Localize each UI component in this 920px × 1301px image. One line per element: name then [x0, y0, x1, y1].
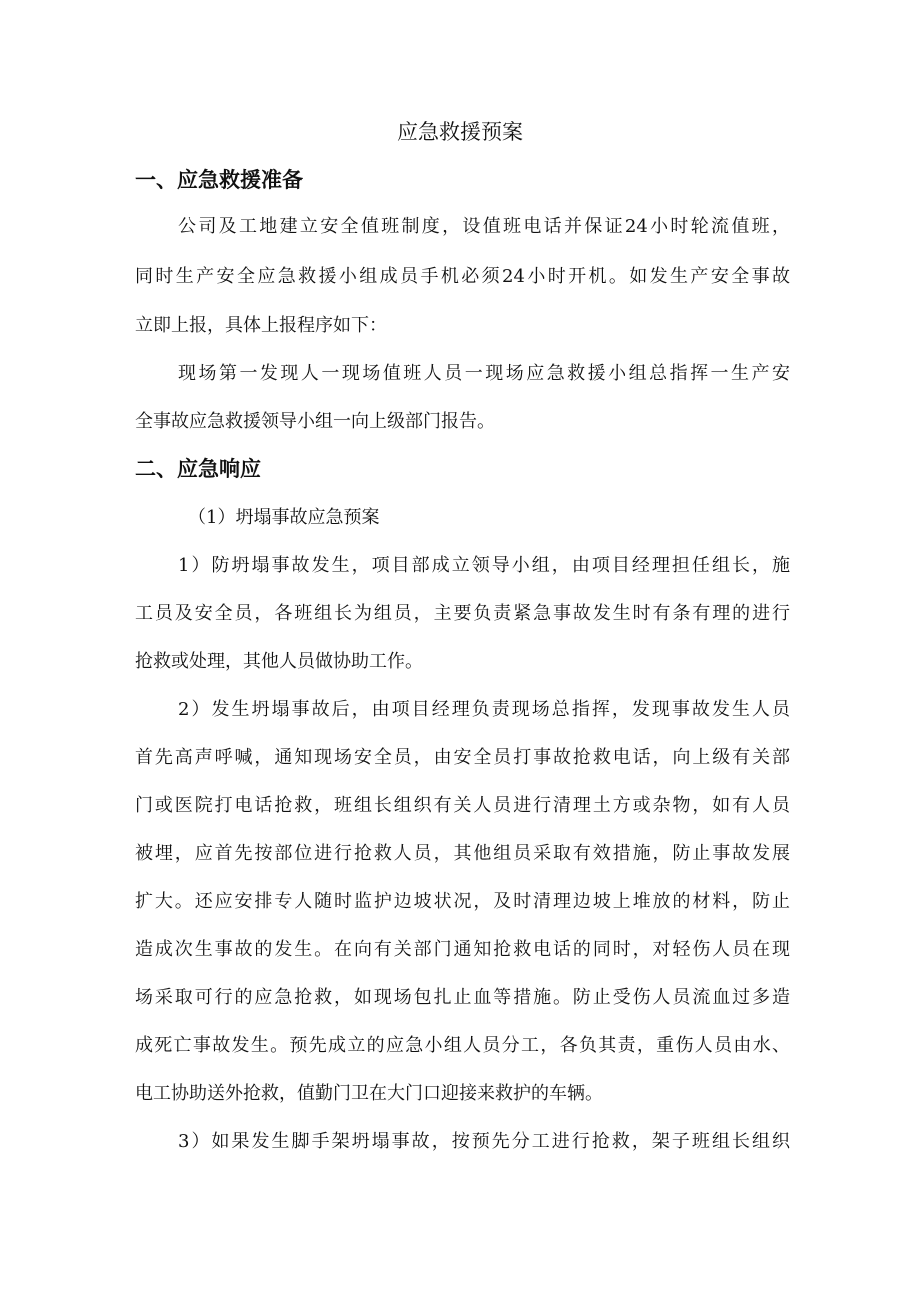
paragraph-line: 立即上报，具体上报程序如下： — [135, 315, 387, 336]
paragraph-line: 成死亡事故发生。预先成立的应急小组人员分工，各负其责，重伤人员由水、 — [135, 1035, 790, 1056]
document-title: 应急救援预案 — [397, 120, 523, 144]
paragraph-line: 同时生产安全应急救援小组成员手机必须24小时开机。如发生产安全事故 — [135, 266, 790, 287]
paragraph-line: 2）发生坍塌事故后，由项目经理负责现场总指挥，发现事故发生人员 — [178, 699, 790, 720]
paragraph-line: 场采取可行的应急抢救，如现场包扎止血等措施。防止受伤人员流血过多造 — [135, 987, 790, 1008]
paragraph-line: 工员及安全员，各班组长为组员，主要负责紧急事故发生时有条有理的进行 — [135, 603, 790, 624]
paragraph-line: 公司及工地建立安全值班制度，设值班电话并保证24小时轮流值班， — [178, 216, 790, 237]
paragraph-line: 首先高声呼喊，通知现场安全员，由安全员打事故抢救电话，向上级有关部 — [135, 747, 790, 768]
paragraph-line: 现场第一发现人一现场值班人员一现场应急救援小组总指挥一生产安 — [178, 363, 790, 384]
subheading-collapse-plan: （1）坍塌事故应急预案 — [188, 507, 380, 528]
paragraph-line: 1）防坍塌事故发生，项目部成立领导小组，由项目经理担任组长，施 — [178, 555, 790, 576]
paragraph-line: 扩大。还应安排专人随时监护边坡状况，及时清理边坡上堆放的材料，防止 — [135, 891, 790, 912]
section-heading-preparation: 一、应急救援准备 — [135, 168, 303, 192]
paragraph-line: 造成次生事故的发生。在向有关部门通知抢救电话的同时，对轻伤人员在现 — [135, 939, 790, 960]
paragraph-line: 3）如果发生脚手架坍塌事故，按预先分工进行抢救，架子班组长组织 — [178, 1131, 790, 1152]
section-heading-response: 二、应急响应 — [135, 457, 261, 481]
paragraph-line: 抢救或处理，其他人员做协助工作。 — [135, 651, 423, 672]
paragraph-line: 门或医院打电话抢救，班组长组织有关人员进行清理土方或杂物，如有人员 — [135, 795, 790, 816]
paragraph-line: 电工协助送外抢救，值勤门卫在大门口迎接来救护的车辆。 — [135, 1083, 603, 1104]
paragraph-line: 被埋，应首先按部位进行抢救人员，其他组员采取有效措施，防止事故发展 — [135, 843, 790, 864]
paragraph-line: 全事故应急救援领导小组一向上级部门报告。 — [135, 411, 495, 432]
